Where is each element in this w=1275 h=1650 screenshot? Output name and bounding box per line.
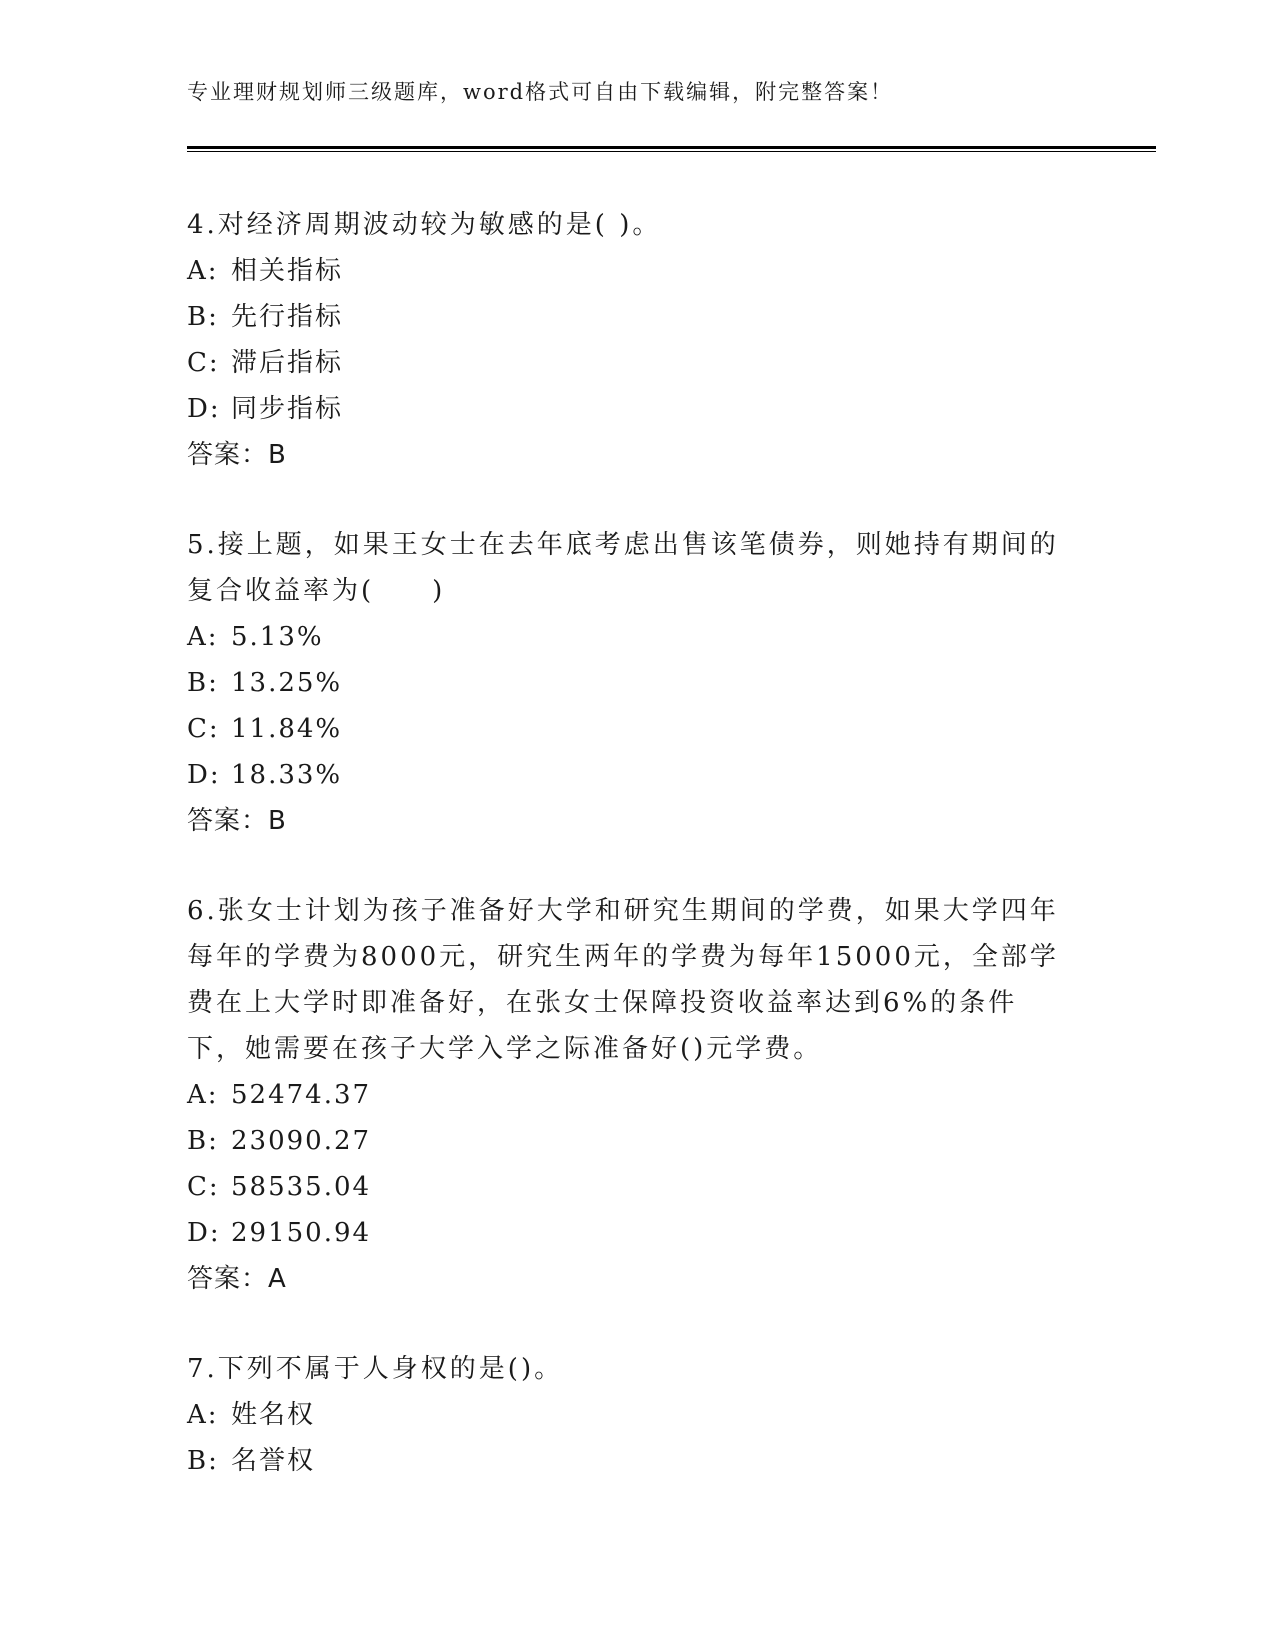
header-rule-thick	[187, 146, 1156, 149]
option-d	[187, 1210, 1067, 1256]
answer-label: 答案：B	[187, 806, 287, 836]
option-a	[187, 614, 1067, 660]
option-text: 23090.27	[231, 1126, 372, 1156]
page-header: 专业理财规划师三级题库，word格式可自由下载编辑，附完整答案！	[187, 80, 894, 104]
option-a	[187, 248, 1067, 294]
option-text: 先行指标	[231, 302, 344, 332]
option-c	[187, 1164, 1067, 1210]
question-stem: 5.接上题，如果王女士在去年底考虑出售该笔债券，则她持有期间的复合收益率为( )	[187, 530, 1059, 606]
option-letter: B:	[187, 302, 219, 332]
option-letter: A:	[187, 1080, 219, 1110]
option-letter: C:	[187, 1172, 220, 1202]
option-letter: D:	[187, 1218, 221, 1248]
option-c	[187, 340, 1067, 386]
option-b	[187, 1438, 1067, 1484]
option-text: 同步指标	[231, 394, 344, 424]
option-text: 58535.04	[231, 1172, 372, 1202]
option-text: 姓名权	[231, 1400, 316, 1430]
option-c	[187, 706, 1067, 752]
question-4	[187, 202, 1067, 478]
option-a	[187, 1392, 1067, 1438]
option-text: 名誉权	[231, 1446, 316, 1476]
option-letter: C:	[187, 714, 220, 744]
question-7	[187, 1346, 1067, 1484]
answer-label: 答案：A	[187, 1264, 287, 1294]
option-text: 滞后指标	[231, 348, 344, 378]
question-stem: 4.对经济周期波动较为敏感的是( )。	[187, 210, 662, 240]
option-b	[187, 660, 1067, 706]
option-b	[187, 1118, 1067, 1164]
option-letter: A:	[187, 1400, 219, 1430]
option-letter: B:	[187, 1126, 219, 1156]
option-text: 13.25%	[231, 668, 343, 698]
answer-label: 答案：B	[187, 440, 287, 470]
option-text: 5.13%	[231, 622, 324, 652]
option-a	[187, 1072, 1067, 1118]
option-letter: C:	[187, 348, 220, 378]
option-letter: D:	[187, 394, 221, 424]
option-text: 29150.94	[231, 1218, 372, 1248]
option-d	[187, 752, 1067, 798]
question-stem: 7.下列不属于人身权的是()。	[187, 1354, 564, 1384]
question-6	[187, 888, 1067, 1302]
option-text: 11.84%	[231, 714, 343, 744]
option-d	[187, 386, 1067, 432]
option-letter: A:	[187, 256, 219, 286]
question-stem: 6.张女士计划为孩子准备好大学和研究生期间的学费，如果大学四年每年的学费为8000元，研究生两年的学费为每年15000元，全部学费在上大学时即准备好，在张女士保障投资收益率达到6%的条件下，她需要在孩子大学入学之际准备好()元学费。	[187, 896, 1059, 1064]
option-b	[187, 294, 1067, 340]
option-text: 52474.37	[231, 1080, 372, 1110]
option-letter: B:	[187, 1446, 219, 1476]
option-text: 18.33%	[231, 760, 343, 790]
option-letter: D:	[187, 760, 221, 790]
option-letter: A:	[187, 622, 219, 652]
option-letter: B:	[187, 668, 219, 698]
header-rule-thin	[187, 151, 1156, 152]
question-list	[187, 202, 1067, 1528]
question-5	[187, 522, 1067, 844]
option-text: 相关指标	[231, 256, 344, 286]
